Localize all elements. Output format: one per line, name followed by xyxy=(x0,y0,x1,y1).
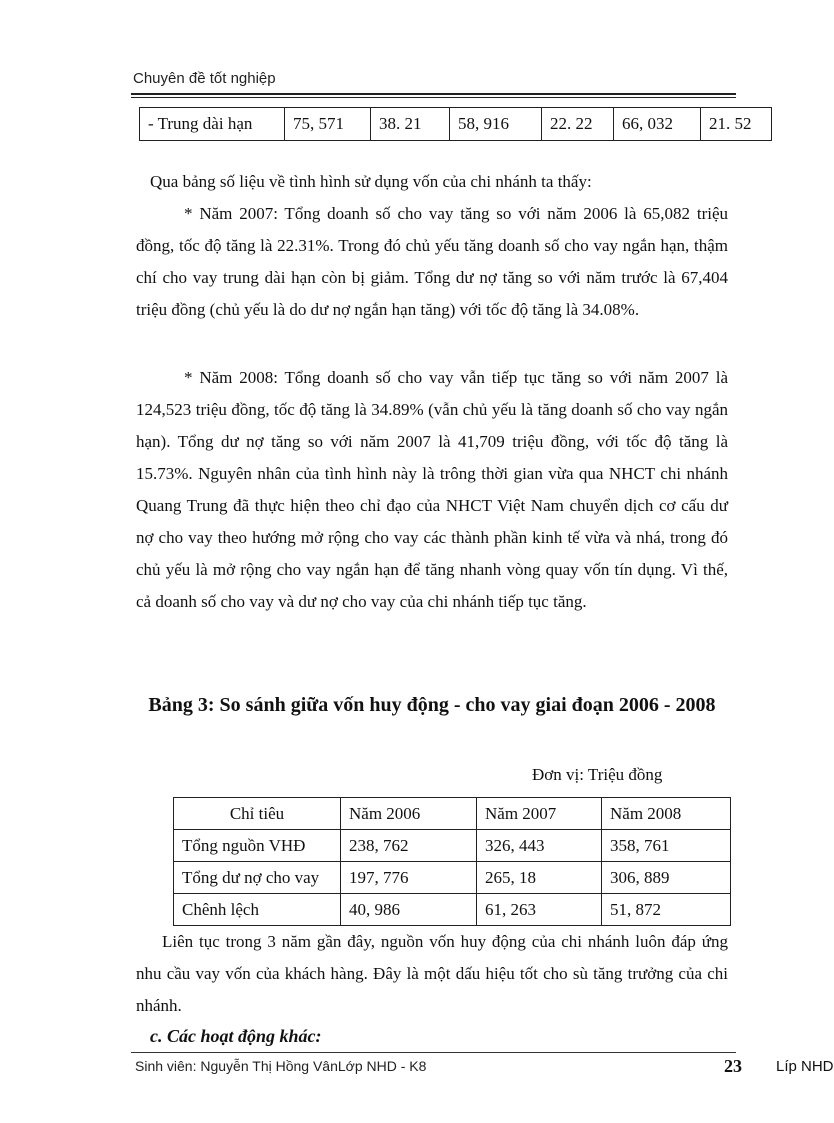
footer-rule xyxy=(131,1052,736,1053)
footer-class-label: Líp NHD xyxy=(776,1058,834,1075)
table-header-row xyxy=(174,798,731,830)
table-cell: 197, 776 xyxy=(341,862,477,894)
table-row xyxy=(140,108,772,141)
table-unit-label: Đơn vị: Triệu đồng xyxy=(532,765,663,784)
conclusion-paragraph: Liên tục trong 3 năm gần đây, nguồn vốn huy động của chi nhánh luôn đáp ứng nhu cầu vay vốn của khách hàng. Đây là một dấu hiệu tốt cho sù tăng trưởng của chi nhánh. xyxy=(136,932,728,1015)
table-row xyxy=(174,862,731,894)
paragraph-2007: * Năm 2007: Tổng doanh số cho vay tăng so với năm 2006 là 65,082 triệu đồng, tốc độ tăng là 22.31%. Trong đó chủ yếu tăng doanh số cho vay ngắn hạn, thậm chí cho vay trung dài hạn còn bị giảm. Tổng dư nợ tăng so với năm trước là 67,404 triệu đồng (chủ yếu là do dư nợ ngắn hạn tăng) với tốc độ tăng là 34.08%. xyxy=(136,204,728,319)
table-cell: Chênh lệch xyxy=(174,894,341,926)
table-cell: 21. 52 xyxy=(701,108,772,141)
table-row xyxy=(174,894,731,926)
header-rule xyxy=(131,93,736,95)
table-cell: 22. 22 xyxy=(542,108,614,141)
table-cell: 61, 263 xyxy=(477,894,602,926)
table-cell: 358, 761 xyxy=(602,830,731,862)
table-cell: 51, 872 xyxy=(602,894,731,926)
table-cell: 75, 571 xyxy=(285,108,371,141)
table-cell: 265, 18 xyxy=(477,862,602,894)
page-number: 23 xyxy=(724,1056,742,1076)
comparison-table xyxy=(173,797,731,926)
table-cell: - Trung dài hạn xyxy=(140,108,285,141)
document-header-title: Chuyên đề tốt nghiệp xyxy=(133,70,276,87)
table-cell: Tổng dư nợ cho vay xyxy=(174,862,341,894)
table-cell: Tổng nguồn VHĐ xyxy=(174,830,341,862)
intro-paragraph: Qua bảng số liệu về tình hình sử dụng vốn của chi nhánh ta thấy: xyxy=(150,172,592,191)
table-cell: 58, 916 xyxy=(450,108,542,141)
table-cell: 38. 21 xyxy=(371,108,450,141)
column-header: Năm 2006 xyxy=(341,798,477,830)
table-3-title: Bảng 3: So sánh giữa vốn huy động - cho vay giai đoạn 2006 - 2008 xyxy=(148,694,716,716)
column-header: Năm 2007 xyxy=(477,798,602,830)
table-cell: 326, 443 xyxy=(477,830,602,862)
paragraph-2008: * Năm 2008: Tổng doanh số cho vay vẫn tiếp tục tăng so với năm 2007 là 124,523 triệu đồng, tốc độ tăng là 34.89% (vẫn chủ yếu là tăng doanh số cho vay ngắn hạn). Tổng dư nợ tăng so với năm 2007 là 41,709 triệu đồng, với tốc độ tăng là 15.73%. Nguyên nhân của tình hình này là trông thời gian vừa qua NHCT chi nhánh Quang Trung đã thực hiện theo chỉ đạo của NHCT Việt Nam chuyển dịch cơ cấu dư nợ cho vay theo hướng mở rộng cho vay các thành phần kinh tế vừa và nhá, trong đó chủ yếu là mở rộng cho vay ngắn hạn để tăng nhanh vòng quay vốn tín dụng. Vì thế, cả doanh số cho vay và dư nợ cho vay của chi nhánh tiếp tục tăng. xyxy=(136,368,728,611)
continued-loan-table xyxy=(139,107,772,141)
column-header: Năm 2008 xyxy=(602,798,731,830)
table-cell: 238, 762 xyxy=(341,830,477,862)
section-subheading: c. Các hoạt động khác: xyxy=(150,1026,322,1046)
table-cell: 66, 032 xyxy=(614,108,701,141)
table-cell: 306, 889 xyxy=(602,862,731,894)
column-header: Chỉ tiêu xyxy=(174,798,341,830)
footer-student-info: Sinh viên: Nguyễn Thị Hồng VânLớp NHD - K8 xyxy=(135,1058,427,1074)
table-row xyxy=(174,830,731,862)
header-rule-thin xyxy=(131,97,736,98)
table-cell: 40, 986 xyxy=(341,894,477,926)
